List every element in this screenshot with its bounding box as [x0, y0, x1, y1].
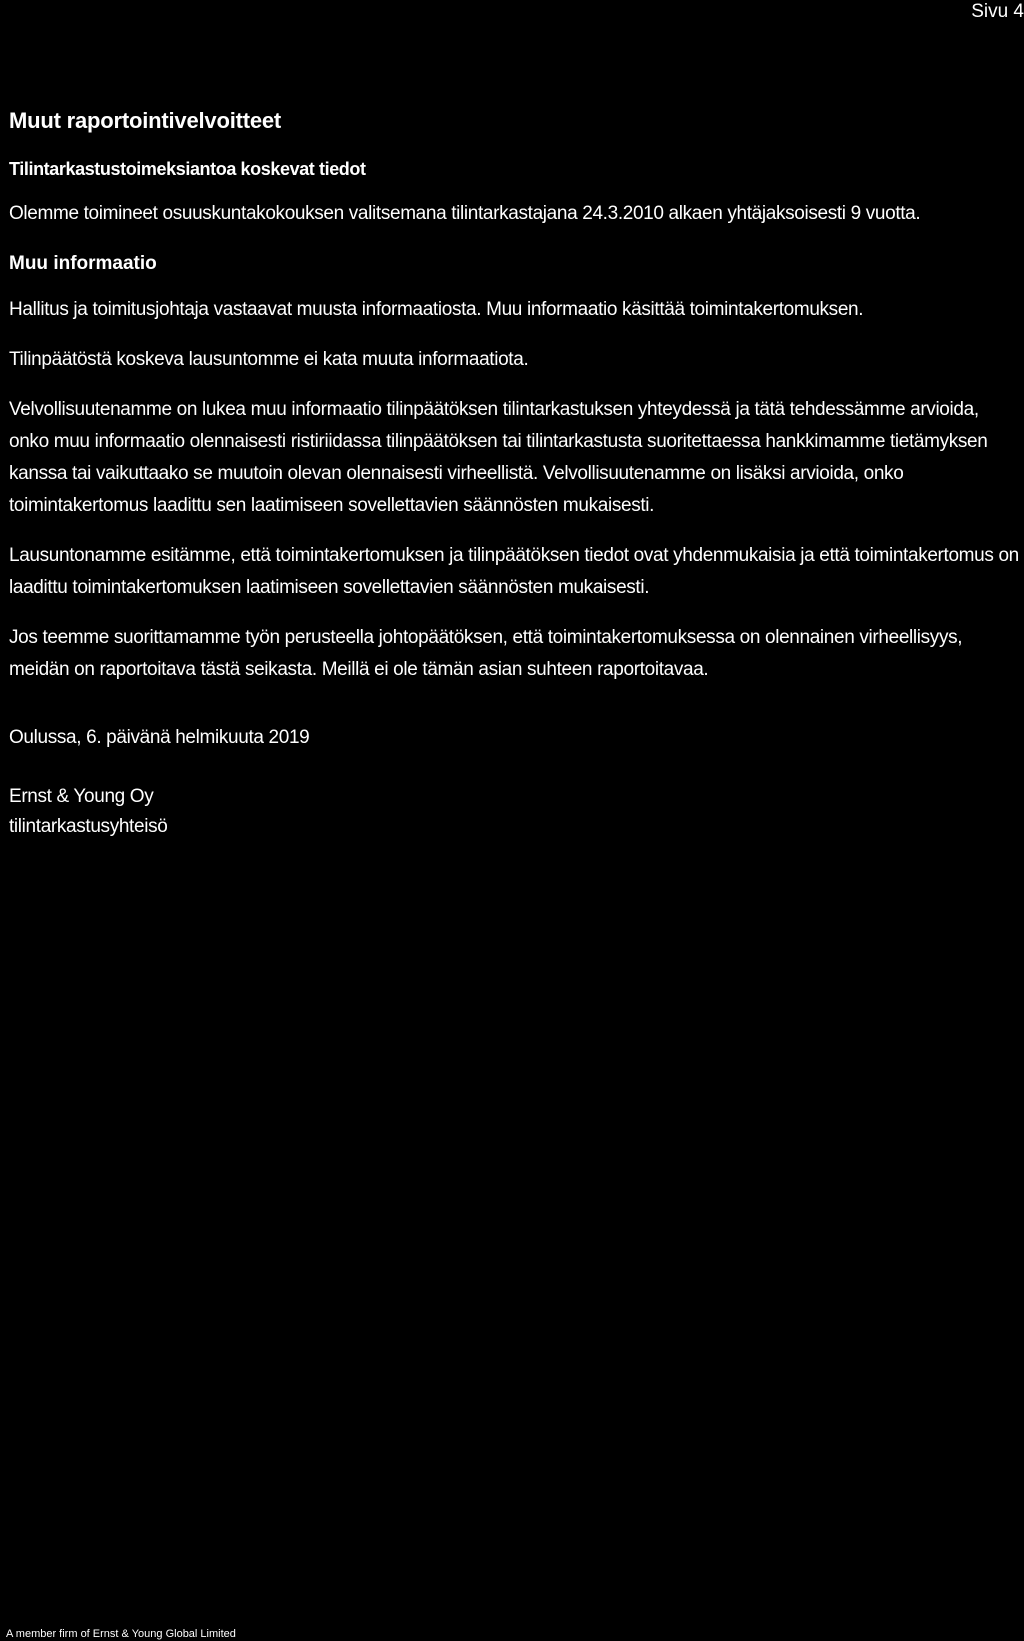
- firm-name: Ernst & Young Oy: [9, 786, 154, 807]
- subsection-title-other-information: Muu informaatio: [9, 253, 157, 274]
- section-title: Muut raportointivelvoitteet: [9, 108, 282, 133]
- paragraph-responsibility: Hallitus ja toimitusjohtaja vastaavat muusta informaatiosta. Muu informaatio käsittää toimintakertomuksen.: [9, 299, 864, 320]
- signature-block: [9, 782, 1021, 842]
- page-number: Sivu 4: [971, 1, 1024, 22]
- paragraph-opinion-scope: Tilinpäätöstä koskeva lausuntomme ei kata muuta informaatiota.: [9, 349, 529, 370]
- footer-note: A member firm of Ernst & Young Global Limited: [6, 1628, 236, 1640]
- paragraph-statement: Lausuntonamme esitämme, että toimintakertomuksen ja tilinpäätöksen tiedot ovat yhdenmukaisia ja että toimintakertomus on laadittu toimintakertomuksen laatimiseen sovellettavien säännösten mukaisesti.: [9, 545, 1019, 598]
- paragraph-reporting: Jos teemme suorittamamme työn perusteella johtopäätöksen, että toimintakertomuksessa on olennainen virheellisyys, meidän on raportoitava tästä seikasta. Meillä ei ole tämän asian suhteen raportoitavaa.: [9, 627, 963, 680]
- document-body: [9, 106, 1021, 842]
- firm-type: tilintarkastusyhteisö: [9, 816, 168, 837]
- paragraph-auditor-duty: Velvollisuutenamme on lukea muu informaatio tilinpäätöksen tilintarkastuksen yhteydessä ja tätä tehdessämme arvioida, onko muu informaatio olennaisesti ristiriidassa tilinpäätöksen tai tilintarkastusta suoritettaessa hankkimamme tietämyksen kanssa tai vaikuttaako se muutoin olevan olennaisesti virheellistä. Velvollisuutenamme on lisäksi arvioida, onko toimintakertomus laadittu sen laatimiseen sovellettavien säännösten mukaisesti.: [9, 399, 988, 516]
- subsection-title-engagement: Tilintarkastustoimeksiantoa koskevat tiedot: [9, 159, 366, 179]
- place-date: Oulussa, 6. päivänä helmikuuta 2019: [9, 727, 310, 748]
- paragraph-engagement: Olemme toimineet osuuskuntakokouksen valitsemana tilintarkastajana 24.3.2010 alkaen yhtäjaksoisesti 9 vuotta.: [9, 203, 921, 224]
